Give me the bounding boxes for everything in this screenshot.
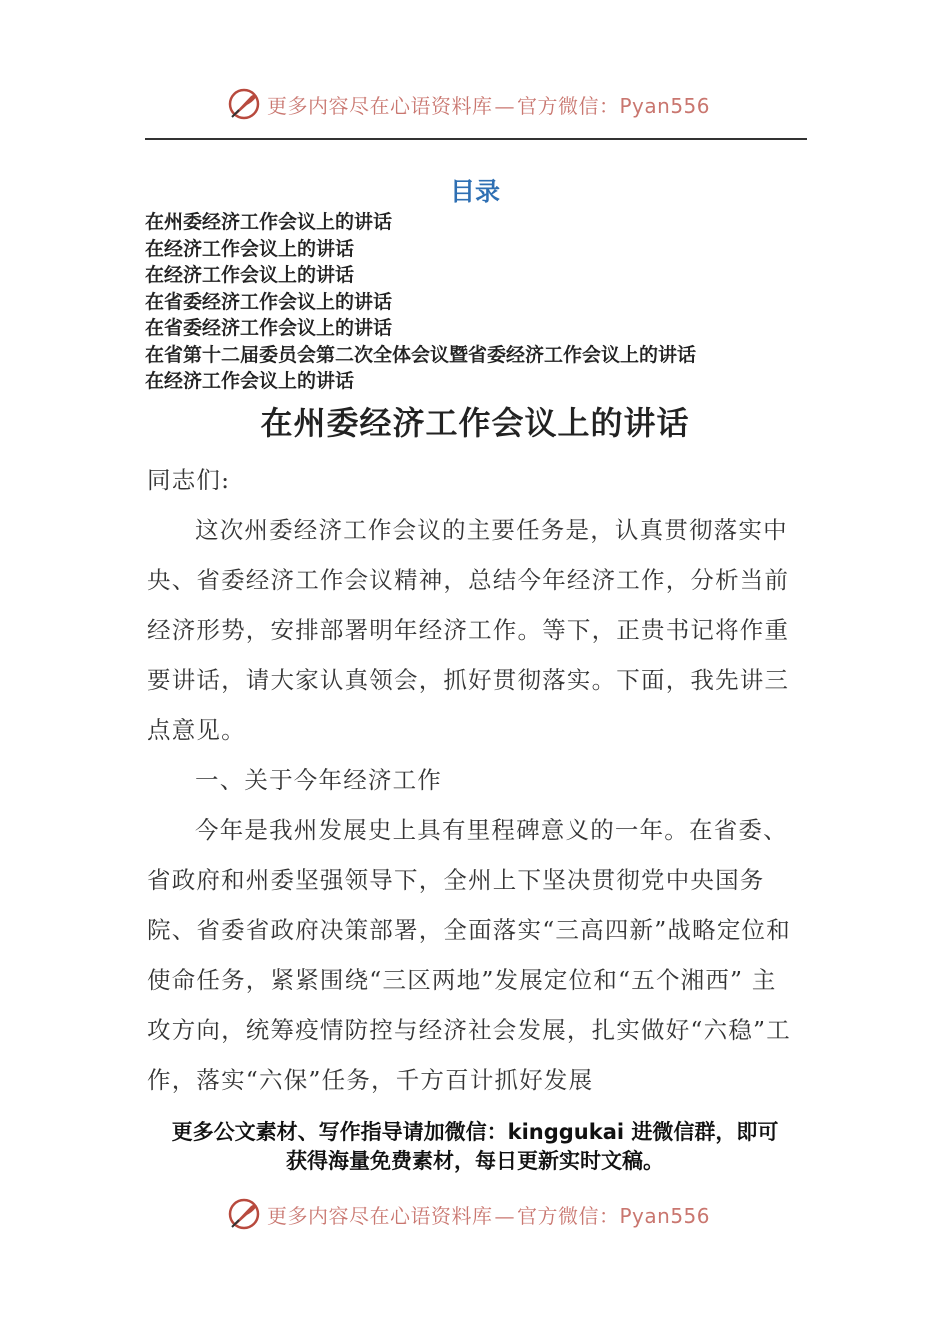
toc-item[interactable]: 在经济工作会议上的讲话 bbox=[145, 237, 355, 260]
header-site-text: 更多内容尽在心语资料库 — 官方微信：Pyan556 bbox=[267, 93, 711, 118]
body-paragraph: 这次州委经济工作会议的主要任务是，认真贯彻落实中央、省委经济工作会议精神，总结今年经济工作，分析当前经济形势，安排部署明年经济工作。等下，正贵书记将作重要讲话，请大家认真领会，抓好贯彻落实。下面，我先讲三点意见。 bbox=[147, 516, 790, 744]
promo-line-1: 更多公文素材、写作指导请加微信：kinggukai 进微信群，即可 bbox=[171, 1120, 779, 1144]
quill-logo-icon bbox=[227, 1197, 261, 1231]
toc-item[interactable]: 在经济工作会议上的讲话 bbox=[145, 370, 355, 392]
header-wechat-id: Pyan556 bbox=[619, 93, 711, 118]
body-paragraph: 今年是我州发展史上具有里程碑意义的一年。在省委、省政府和州委坚强领导下，全州上下坚决贯彻党中央国务院、省委省政府决策部署，全面落实“三高四新”战略定位和使命任务，紧紧围绕“三区两地”发展定位和“五个湘西” 主攻方向，统筹疫情防控与经济社会发展，扎实做好“六稳”工作，落实“六保”任务，千方百计抓好发展 bbox=[147, 816, 791, 1094]
footer-site-text: 更多内容尽在心语资料库 — 官方微信：Pyan556 bbox=[267, 1203, 711, 1228]
article-title: 在州委经济工作会议上的讲话 bbox=[260, 404, 690, 442]
toc-item[interactable]: 在州委经济工作会议上的讲话 bbox=[145, 211, 393, 233]
toc-title: 目录 bbox=[449, 177, 500, 206]
toc-item[interactable]: 在省委经济工作会议上的讲话 bbox=[145, 317, 393, 339]
salutation: 同志们: bbox=[147, 466, 231, 494]
toc-item[interactable]: 在省委经济工作会议上的讲话 bbox=[145, 290, 393, 313]
article-body bbox=[147, 455, 797, 1105]
promo-line-2: 获得海量免费素材，每日更新实时文稿。 bbox=[286, 1149, 664, 1173]
promo-notice bbox=[0, 1118, 950, 1176]
header-divider bbox=[145, 138, 807, 140]
header-banner bbox=[0, 84, 950, 124]
toc-list bbox=[145, 209, 696, 395]
toc-item[interactable]: 在经济工作会议上的讲话 bbox=[145, 264, 355, 286]
toc-item[interactable]: 在省第十二届委员会第二次全体会议暨省委经济工作会议上的讲话 bbox=[145, 343, 697, 366]
section-heading: 一、关于今年经济工作 bbox=[195, 766, 442, 794]
footer-banner bbox=[0, 1194, 950, 1234]
quill-logo-icon bbox=[227, 87, 261, 121]
footer-wechat-id: Pyan556 bbox=[619, 1203, 711, 1228]
